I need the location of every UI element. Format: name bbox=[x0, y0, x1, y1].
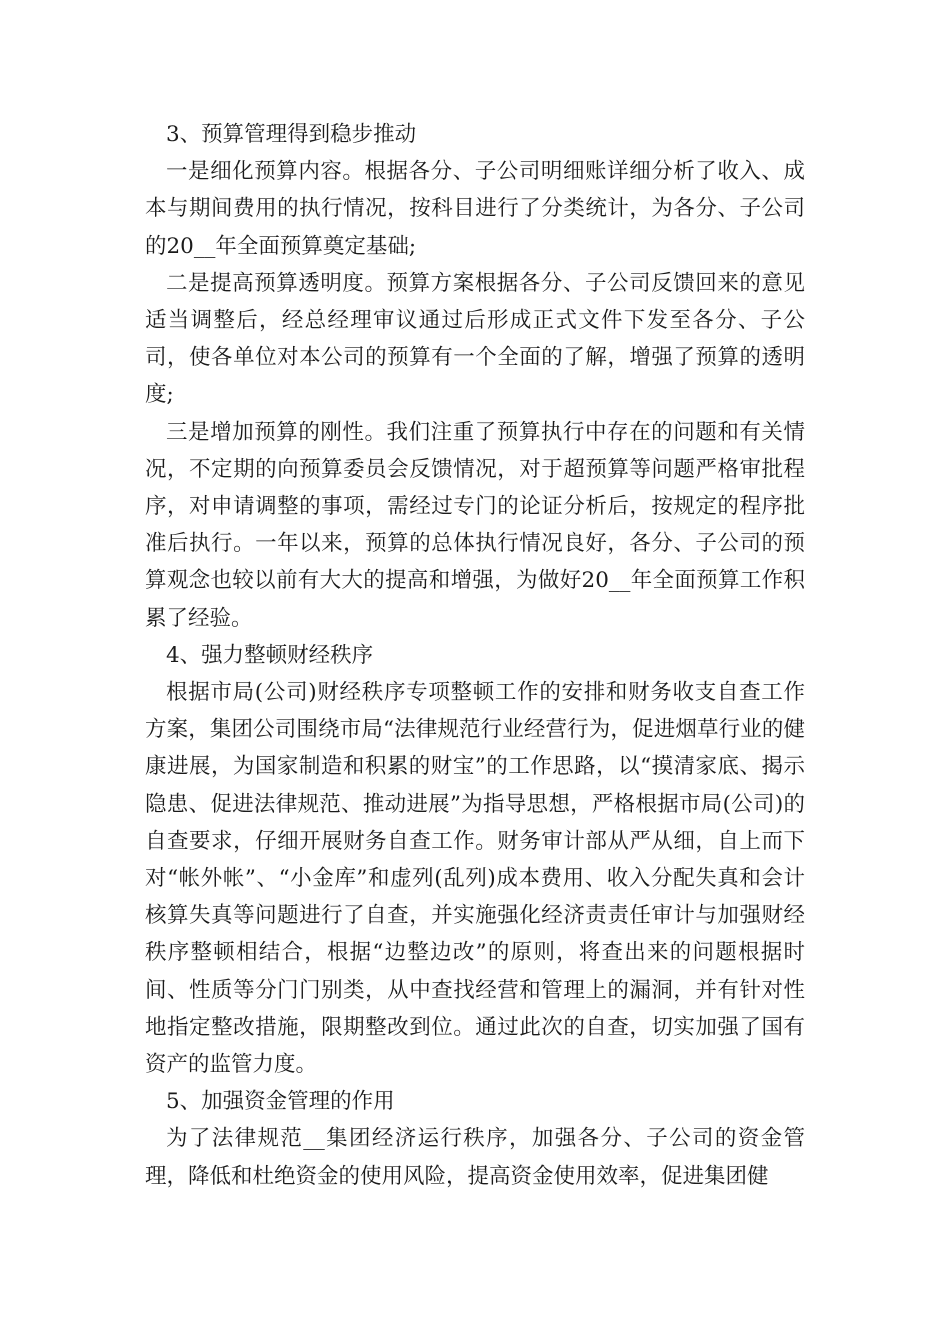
paragraph-budget-rigidity: 三是增加预算的刚性。我们注重了预算执行中存在的问题和有关情况，不定期的向预算委员会反馈情况，对于超预算等问题严格审批程序，对申请调整的事项，需经过专门的论证分析后，按规定的程序批准后执行。一年以来，预算的总体执行情况良好，各分、子公司的预算观念也较以前有大大的提高和增强，为做好20__年全面预算工作积累了经验。 bbox=[145, 419, 805, 631]
paragraph-refine-budget: 一是细化预算内容。根据各分、子公司明细账详细分析了收入、成本与期间费用的执行情况，按科目进行了分类统计，为各分、子公司的20__年全面预算奠定基础; bbox=[145, 159, 805, 259]
section-heading-financial-order: 4、强力整顿财经秩序 bbox=[166, 642, 374, 668]
section-heading-fund-management: 5、加强资金管理的作用 bbox=[166, 1089, 395, 1115]
document-body bbox=[145, 116, 805, 1195]
paragraph-fund-management: 为了法律规范__集团经济运行秩序，加强各分、子公司的资金管理，降低和杜绝资金的使用风险，提高资金使用效率，促进集团健 bbox=[145, 1126, 805, 1189]
paragraph-financial-self-check: 根据市局(公司)财经秩序专项整顿工作的安排和财务收支自查工作方案，集团公司围绕市局“法律规范行业经营行为，促进烟草行业的健康进展，为国家制造和积累的财宝”的工作思路，以“摸清家底、揭示隐患、促进法律规范、推动进展”为指导思想，严格根据市局(公司)的自查要求，仔细开展财务自查工作。财务审计部从严从细，自上而下对“帐外帐”、“小金库”和虚列(乱列)成本费用、收入分配失真和会计核算失真等问题进行了自查，并实施强化经济责责任审计与加强财经秩序整顿相结合，根据“边整边改”的原则，将查出来的问题根据时间、性质等分门门别类，从中查找经营和管理上的漏洞，并有针对性地指定整改措施，限期整改到位。通过此次的自查，切实加强了国有资产的监管力度。 bbox=[145, 680, 805, 1078]
section-heading-budget: 3、预算管理得到稳步推动 bbox=[166, 122, 417, 147]
paragraph-budget-transparency: 二是提高预算透明度。预算方案根据各分、子公司反馈回来的意见适当调整后，经总经理审议通过后形成正式文件下发至各分、子公司，使各单位对本公司的预算有一个全面的了解，增强了预算的透明度; bbox=[145, 270, 805, 408]
